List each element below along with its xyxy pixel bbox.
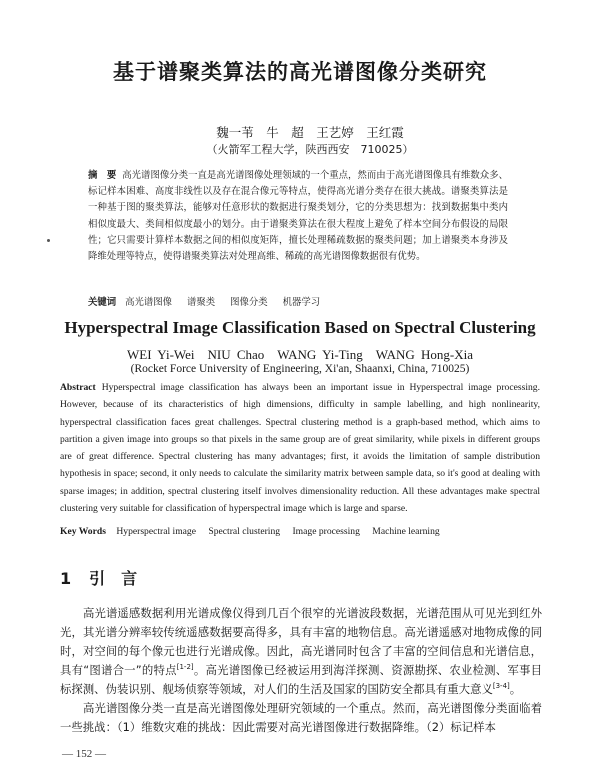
chinese-abstract	[88, 168, 508, 265]
body-paragraph	[60, 604, 542, 699]
english-keyword: Hyperspectral image	[116, 526, 196, 537]
english-abstract-text: Hyperspectral image classification has always been an important issue in Hyperspectral image processing. However, because of its characteristics of high dimensions, difficulty in sample labelling, and high nonlinearity, hyperspectral classification faces great challenges. Spectral clustering method is a graph-based method, which aims to partition a given image into groups so that pixels in the same group are of great similarity, while pixels in different groups are of great difference. Spectral clustering has many advantages; first, it avoids the limitation of sample distribution hypothesis in space; second, it only needs to calculate the similarity matrix between sample data, so it's good at dealing with sparse images; in addition, spectral clustering itself involves dimensionality reduction. All these advantages make spectral clustering very suitable for classification of hyperspectral image which is large and sparse.	[60, 382, 540, 515]
english-title: Hyperspectral Image Classification Based on Spectral Clustering	[64, 318, 536, 337]
section-number: 1	[60, 569, 72, 588]
scan-speck	[47, 239, 50, 242]
english-abstract	[60, 379, 540, 517]
body-text	[60, 604, 542, 737]
english-abstract-label: Abstract	[60, 382, 96, 393]
english-keyword: Spectral clustering	[208, 526, 281, 537]
chinese-keywords-label: 关键词	[88, 297, 117, 308]
section-heading	[60, 566, 260, 589]
body-text-run: 。高光谱图像已经被运用到海洋探测、资源勘探、农业检测、军事目标探测、伪装识别、舰场侦察等领域，对人们的生活及国家的国防安全都具有重大意义	[60, 663, 542, 696]
english-keyword: Machine learning	[372, 526, 440, 537]
chinese-authors: 魏一苇 牛 超 王艺婷 王红霞	[216, 125, 404, 140]
body-text-run: 高光谱遥感数据利用光谱成像仪得到几百个很窄的光谱波段数据，光谱范围从可见光到红外光，其光谱分辨率较传统遥感数据要高得多，具有丰富的地物信息。高光谱遥感对地物成像的同时，对空间的每个像元也进行光谱成像。因此，高光谱同时包含了丰富的空间信息和光谱信息，具有“图谱合一”的特点	[60, 606, 542, 677]
chinese-title: 基于谱聚类算法的高光谱图像分类研究	[113, 60, 487, 84]
chinese-abstract-text: 高光谱图像分类一直是高光谱图像处理领域的一个重点，然而由于高光谱图像具有维数众多、标记样本困难、高度非线性以及存在混合像元等特点，使得高光谱分类存在很大挑战。谱聚类算法是一种基于图的聚类算法，能够对任意形状的数据进行聚类划分，它的分类思想为：找到数据集中类内相似度最大、类间相似度最小的划分。由于谱聚类算法在很大程度上避免了样本空间分布假设的局限性；它只需要计算样本数据之间的相似度矩阵，擅长处理稀疏数据的聚类问题；加上谱聚类本身涉及降维处理等特点，使得谱聚类算法对处理高维、稀疏的高光谱图像数据很有优势。	[88, 170, 508, 263]
chinese-affiliation: （火箭军工程大学，陕西西安 710025）	[206, 143, 414, 156]
section-title: 引 言	[89, 569, 138, 588]
english-keywords-label: Key Words	[60, 526, 106, 537]
english-authors: WEI Yi-Wei NIU Chao WANG Yi-Ting WANG Hong-Xia	[126, 347, 474, 362]
citation: [1-2]	[176, 663, 194, 672]
body-text-run: 。	[509, 682, 522, 696]
citation: [3-4]	[492, 682, 510, 691]
english-affiliation: (Rocket Force University of Engineering, Xi'an, Shaanxi, China, 710025)	[130, 363, 470, 375]
page-number: — 152 —	[62, 748, 106, 760]
chinese-keyword: 谱聚类	[187, 297, 216, 308]
body-paragraph: 高光谱图像分类一直是高光谱图像处理研究领域的一个重点。然而，高光谱图像分类面临着一些挑战：（1）维数灾难的挑战：因此需要对高光谱图像进行数据降维。（2）标记样本	[60, 701, 542, 734]
english-keyword: Image processing	[292, 526, 360, 537]
english-keywords	[60, 526, 540, 537]
chinese-abstract-label: 摘 要	[88, 170, 117, 181]
chinese-keyword: 高光谱图像	[125, 297, 173, 308]
chinese-keywords	[88, 294, 508, 308]
chinese-keyword: 图像分类	[230, 297, 268, 308]
chinese-keyword: 机器学习	[282, 297, 321, 308]
